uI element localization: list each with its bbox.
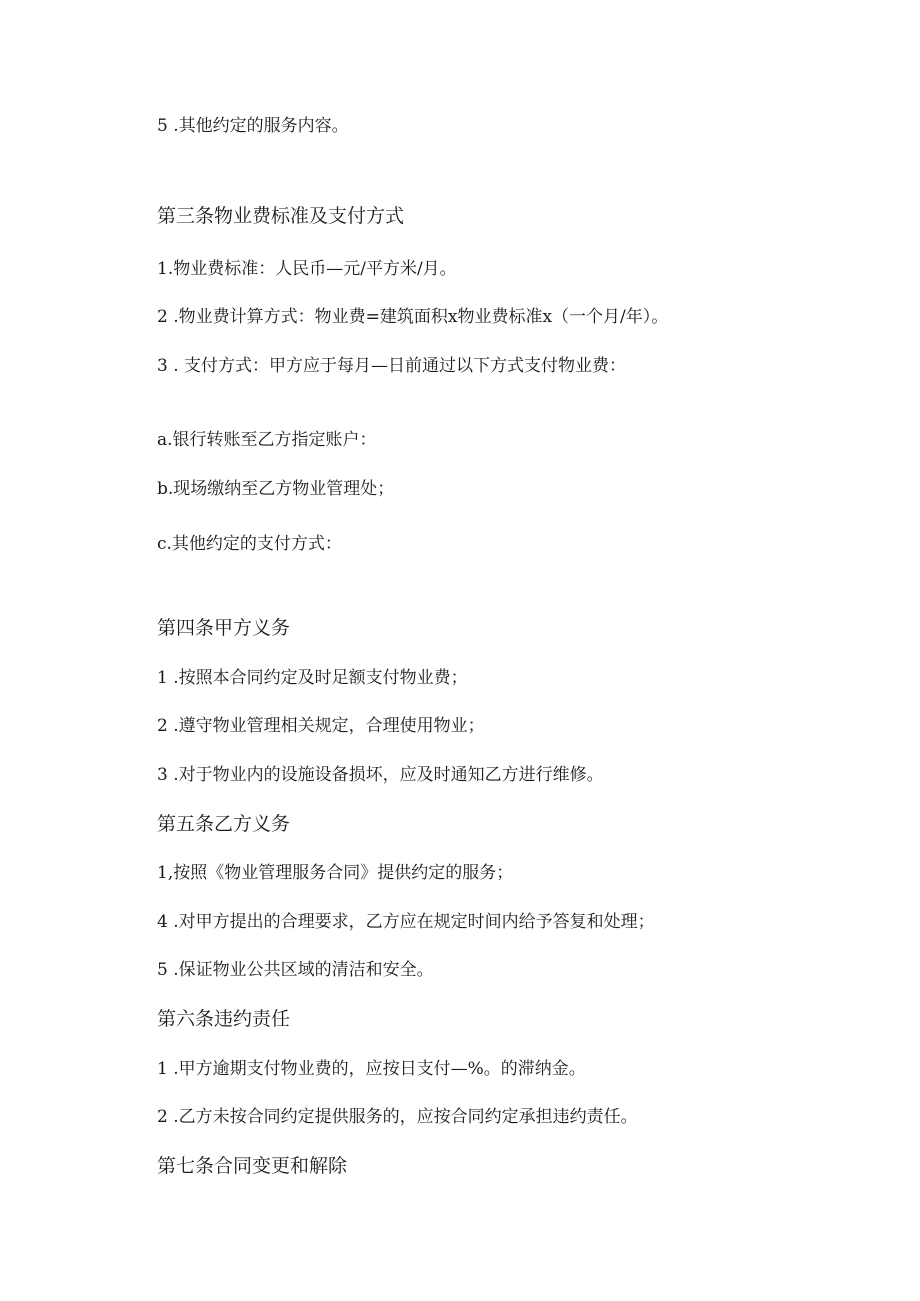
party-a-item-1: 1 .按照本合同约定及时足额支付物业费；: [157, 668, 468, 688]
heading-article-7: 第七条合同变更和解除: [157, 1155, 348, 1177]
liability-item-2: 2 .乙方未按合同约定提供服务的，应按合同约定承担违约责任。: [157, 1107, 638, 1127]
party-a-item-2: 2 .遵守物业管理相关规定，合理使用物业；: [157, 716, 485, 736]
payment-option-a: a.银行转账至乙方指定账户：: [157, 430, 377, 450]
heading-article-3: 第三条物业费标准及支付方式: [157, 205, 405, 227]
party-b-item-1: 1,按照《物业管理服务合同》提供约定的服务；: [157, 863, 514, 883]
heading-article-6: 第六条违约责任: [157, 1008, 291, 1030]
fee-item-2: 2 .物业费计算方式：物业费=建筑面积x物业费标准x（一个月/年）。: [157, 307, 669, 327]
fee-item-3: 3 . 支付方式：甲方应于每月—日前通过以下方式支付物业费：: [157, 356, 627, 376]
payment-option-b: b.现场缴纳至乙方物业管理处；: [157, 479, 395, 499]
liability-item-1: 1 .甲方逾期支付物业费的，应按日支付—%。的滞纳金。: [157, 1059, 586, 1079]
service-item-5: 5 .其他约定的服务内容。: [157, 116, 349, 136]
heading-article-4: 第四条甲方义务: [157, 617, 291, 639]
payment-option-c: c.其他约定的支付方式：: [157, 534, 342, 554]
party-a-item-3: 3 .对于物业内的设施设备损坏，应及时通知乙方进行维修。: [157, 765, 604, 785]
fee-item-1: 1.物业费标准：人民币—元/平方米/月。: [157, 259, 457, 279]
party-b-item-5: 5 .保证物业公共区域的清洁和安全。: [157, 960, 434, 980]
party-b-item-4: 4 .对甲方提出的合理要求，乙方应在规定时间内给予答复和处理；: [157, 912, 655, 932]
heading-article-5: 第五条乙方义务: [157, 813, 291, 835]
